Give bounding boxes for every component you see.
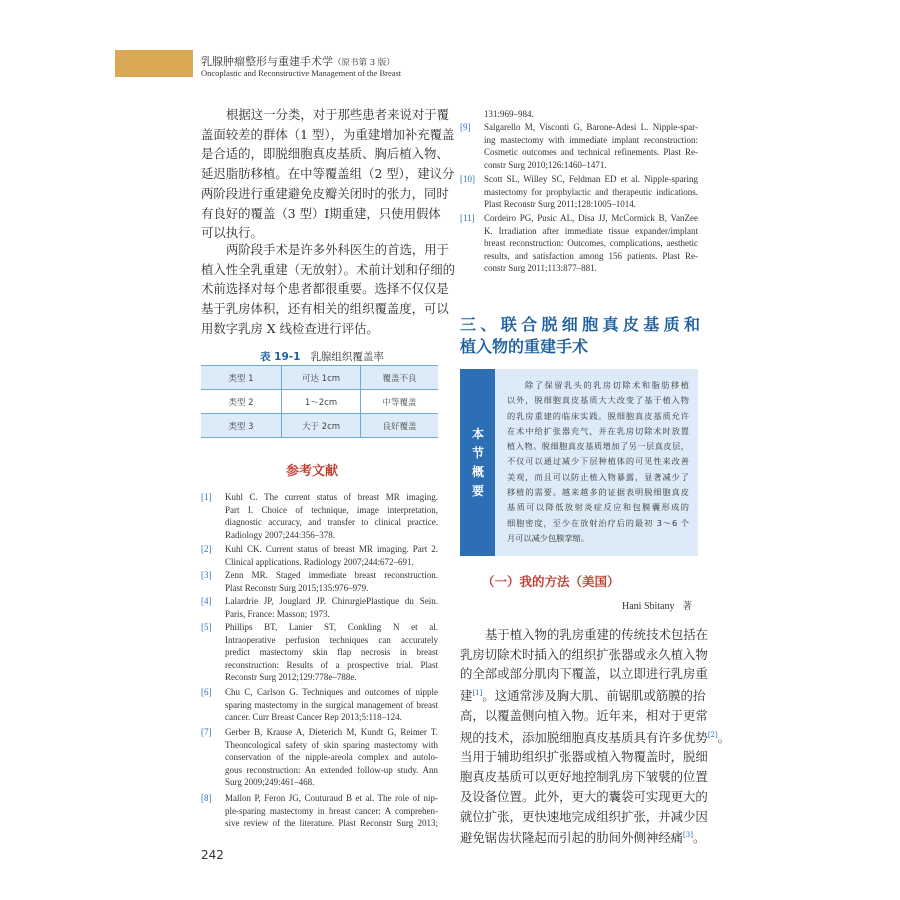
summary-line: 移植的需要。越来越多的证据表明脱细胞真皮: [507, 487, 689, 498]
reference-number: [11]: [460, 213, 475, 223]
book-title: 乳腺肿瘤整形与重建手术学（原书第 3 版）: [201, 55, 395, 68]
summary-line: 不仅可以通过减少下层种植体的可见性来改善: [507, 456, 689, 467]
reference-line: Clinical applications. Radiology 2007;244:672–691.: [225, 556, 414, 567]
text-line: 植入性全乳重建（无放射）。术前计划和仔细的: [201, 261, 456, 277]
author-name: Hani Sbitany: [622, 601, 675, 612]
summary-label-char: 节: [471, 446, 484, 460]
reference-line: ing mastectomy with immediate implant reconstruction:: [484, 134, 698, 145]
summary-line: 植入物。脱细胞真皮基质增加了另一层真皮层，: [507, 441, 689, 452]
paragraph-2: [201, 240, 456, 339]
table-cell: 类型 2: [201, 390, 282, 414]
header-accent-bar: [115, 50, 193, 77]
reference-line: breast reconstruction: Outcomes, complications, aesthetic: [484, 238, 698, 249]
text-line: 胞真皮基质可以更好地控制乳房下皱襞的位置: [460, 769, 708, 785]
reference-line: Theoncological safety of skin sparing mastectomy with: [225, 739, 438, 750]
text-fragment: 。: [717, 729, 731, 745]
reference-line: Phillips BT, Lanier ST, Conkling N et al.: [225, 622, 438, 632]
reference-item: [201, 543, 438, 568]
citation-3: [3]: [683, 831, 693, 840]
text-fragment: 规的技术，添加脱细胞真皮基质具有许多优势: [460, 729, 708, 745]
reference-item: [201, 726, 438, 789]
summary-line: 基质可以降低放射炎症反应和包膜囊形成的: [507, 502, 689, 513]
text-line: 乳房切除术时插入的组织扩张器或永久植入物: [460, 646, 708, 662]
reference-line: cancer. Curr Breast Cancer Rep 2013;5:118–124.: [225, 712, 402, 723]
text-fragment: 。这通常涉及胸大肌、前锯肌或筋膜的抬: [482, 688, 706, 704]
reference-line: Plast Reconstr Surg 2015;135:976–979.: [225, 582, 369, 593]
reference-line: Zenn MR. Staged immediate breast reconstruction.: [225, 570, 438, 580]
summary-line: 月可以减少包膜挛缩。: [507, 532, 589, 543]
summary-line: 除了保留乳头的乳房切除术和脂肪移植: [525, 380, 689, 390]
reference-line: Reconstr Surg 2012;129:778e–788e.: [225, 672, 357, 683]
reference-line: Plast Reconstr Surg 2011;128:1005–1014.: [484, 199, 637, 210]
summary-line: 的乳房重建的临床实践。脱细胞真皮基质允许: [507, 410, 689, 421]
edition-label: （原书第 3 版）: [333, 58, 395, 68]
summary-label-char: 要: [471, 484, 484, 498]
text-line: 两阶段进行重建避免皮瓣关闭时的张力，同时: [201, 185, 449, 201]
text-line: 可以执行。: [201, 225, 263, 241]
reference-number: [4]: [201, 596, 212, 606]
text-line: [460, 684, 706, 706]
text-line: 及设备位置。此外，更大的囊袋可实现更大的: [460, 788, 708, 804]
summary-line: 美观，而且可以防止植入物暴露，显著减少了: [507, 471, 689, 482]
table-cell: 类型 3: [201, 414, 282, 438]
reference-line: Gerber B, Krause A, Dieterich M, Kundt G, Reimer T.: [225, 727, 438, 737]
reference-line: Paris, France: Masson; 1973.: [225, 608, 330, 619]
table-cell: 1～2cm: [282, 390, 361, 414]
table-row: [201, 390, 438, 414]
reference-line: Salgarello M, Visconti G, Barone-Adesi L. Nipple-spar-: [484, 122, 698, 132]
text-line: 根据这一分类，对于那些患者来说对于覆: [226, 107, 450, 122]
reference-number: [6]: [201, 687, 212, 697]
reference-item: [201, 569, 438, 594]
table-caption-text: 乳腺组织覆盖率: [310, 351, 384, 363]
section-title-line: 三、联合脱细胞真皮基质和: [460, 315, 700, 334]
table-cell: 中等覆盖: [361, 390, 439, 414]
reference-line: mastectomy for prophylactic and therapeutic indications.: [484, 186, 698, 197]
text-line: 就位扩张，更快速地完成组织扩张，并减少因: [460, 808, 708, 824]
reference-line: conservation of the nipple-areola complex and autolo-: [225, 752, 438, 763]
reference-number: [3]: [201, 570, 212, 580]
body-paragraph: [460, 625, 731, 848]
reference-line: sparing mastectomy in the surgical management of breast: [225, 699, 438, 710]
summary-label: [470, 425, 486, 501]
text-line: 术前选择对每个患者都很重要。选择不仅仅是: [201, 281, 449, 297]
reference-line: constr Surg 2011;113:877–881.: [484, 263, 597, 274]
paragraph-1: [201, 105, 455, 243]
summary-line: 在术中给扩张器充气，并在乳房切除术时放置: [507, 425, 689, 436]
reference-line: Part I. Choice of technique, image interpretation,: [225, 504, 438, 515]
text-line: 是合适的，即脱细胞真皮基质、胸后植入物、: [201, 146, 449, 162]
reference-item: [201, 621, 438, 684]
text-line: 的全部或部分肌肉下覆盖，以立即进行乳房重: [460, 666, 708, 682]
summary-label-char: 概: [471, 465, 484, 479]
text-fragment: 建: [460, 688, 473, 704]
reference-line: Surg 2009;249:461–468.: [225, 777, 315, 788]
reference-line: Kuhl C. The current status of breast MR imaging.: [225, 492, 438, 502]
table-caption-number: 表 19-1: [260, 351, 301, 363]
text-line: [460, 726, 731, 748]
reference-line: results, and satisfaction among 156 patients. Plast Re-: [484, 250, 698, 261]
coverage-table: [201, 365, 438, 438]
reference-number: [8]: [201, 793, 212, 803]
reference-line: Radiology 2007;244:356–378.: [225, 529, 335, 540]
reference-line: Cosmetic outcomes and technical refinements. Plast Re-: [484, 147, 698, 158]
author-suffix: 著: [682, 601, 693, 612]
section-title-line: 植入物的重建手术: [460, 337, 589, 356]
reference-number: [10]: [460, 174, 475, 184]
reference-line: Scott SL, Willey SC, Feldman ED et al. Nipple-sparing: [484, 174, 698, 184]
reference-item: [201, 686, 438, 724]
reference-item: [201, 491, 438, 541]
reference-line: Chu C, Carlson G. Techniques and outcomes of nipple: [225, 687, 438, 697]
reference-line: Kuhl CK. Current status of breast MR imaging. Part 2.: [225, 544, 438, 554]
table-caption: [260, 349, 384, 364]
reference-line: gous reconstruction: An extended follow-up study. Ann: [225, 764, 438, 775]
reference-number: [9]: [460, 122, 471, 132]
reference-item: [201, 595, 438, 620]
text-line: 用数字乳房 X 线检查进行评估。: [201, 320, 379, 336]
table-cell: 类型 1: [201, 366, 282, 390]
book-subtitle: Oncoplastic and Reconstructive Management of the Breast: [201, 68, 402, 78]
text-line: 高，以覆盖侧向植入物。近年来，相对于更常: [460, 707, 708, 723]
reference-continuation: [460, 108, 698, 121]
reference-number: [5]: [201, 622, 212, 632]
reference-item: [460, 121, 698, 171]
reference-line: 131:969–984.: [484, 109, 534, 119]
citation-2: [2]: [707, 730, 718, 739]
text-line: 两阶段手术是许多外科医生的首选，用于: [226, 242, 450, 257]
text-line: 基于乳房体积，还有相关的组织覆盖度，可以: [201, 301, 449, 317]
reference-line: Cordeiro PG, Pusic AL, Disa JJ, McCormick B, VanZee: [484, 213, 698, 223]
table-cell: 可达 1cm: [282, 366, 361, 390]
text-line: 延迟脂肪移植。在中等覆盖组（2 型），建议分: [201, 166, 455, 182]
section-title: [460, 314, 700, 358]
subsection-heading: （一）我的方法（美国）: [482, 574, 620, 589]
text-line: 盖面较差的群体（1 型），为重建增加补充覆盖: [201, 126, 455, 142]
citation-1: [1]: [472, 689, 483, 698]
reference-line: predict mastectomy skin flap necrosis in breast: [225, 647, 438, 658]
reference-line: diagnostic accuracy, and transfer to clinical practice.: [225, 517, 438, 528]
reference-line: Mallon P, Feron JG, Couturaud B et al. The role of nip-: [225, 793, 438, 803]
summary-label-char: 本: [471, 427, 484, 441]
table-cell: 大于 2cm: [282, 414, 361, 438]
summary-line: 以外，脱细胞真皮基质大大改变了基于植入物: [507, 395, 689, 406]
text-line: [460, 826, 706, 848]
text-line: 有良好的覆盖（3 型）Ⅰ期重建，只使用假体: [201, 205, 441, 221]
reference-item: [460, 212, 698, 275]
reference-line: Lalardrie JP, Jouglard JP. ChirurgiePlastique du Sein.: [225, 596, 438, 606]
reference-line: ple-sparing mastectomy in breast cancer: A comprehen-: [225, 805, 438, 816]
text-fragment: 。: [692, 830, 706, 846]
reference-item: [460, 173, 698, 211]
table-cell: 覆盖不良: [361, 366, 439, 390]
table-row: [201, 414, 438, 438]
table-row: [201, 366, 438, 390]
text-line: 当用于辅助组织扩张器或植入物覆盖时，脱细: [460, 749, 708, 765]
reference-line: K. Irradiation after immediate tissue expander/implant: [484, 225, 698, 236]
summary-line: 细胞密度，至少在放射治疗后的最初 3～6 个: [507, 517, 689, 528]
summary-text: [507, 378, 689, 546]
table-cell: 良好覆盖: [361, 414, 439, 438]
references-heading: 参考文献: [286, 464, 339, 479]
reference-number: [1]: [201, 492, 212, 502]
reference-line: constr Surg 2010;126:1460–1471.: [484, 159, 607, 170]
text-line: 基于植入物的乳房重建的传统技术包括在: [485, 627, 709, 642]
section-summary-box: [460, 369, 698, 556]
reference-number: [2]: [201, 544, 212, 554]
reference-item: [201, 792, 438, 830]
text-fragment: 避免锯齿状隆起而引起的肋间外侧神经痛: [460, 830, 684, 846]
reference-line: Intraoperative perfusion techniques can accurately: [225, 634, 438, 645]
reference-line: sive review of the literature. Plast Reconstr Surg 2013;: [225, 818, 438, 829]
reference-number: [7]: [201, 727, 212, 737]
page-number: 242: [201, 848, 224, 862]
author-line: [622, 598, 692, 612]
reference-line: reconstruction: Results of a prospective trial. Plast: [225, 659, 438, 670]
